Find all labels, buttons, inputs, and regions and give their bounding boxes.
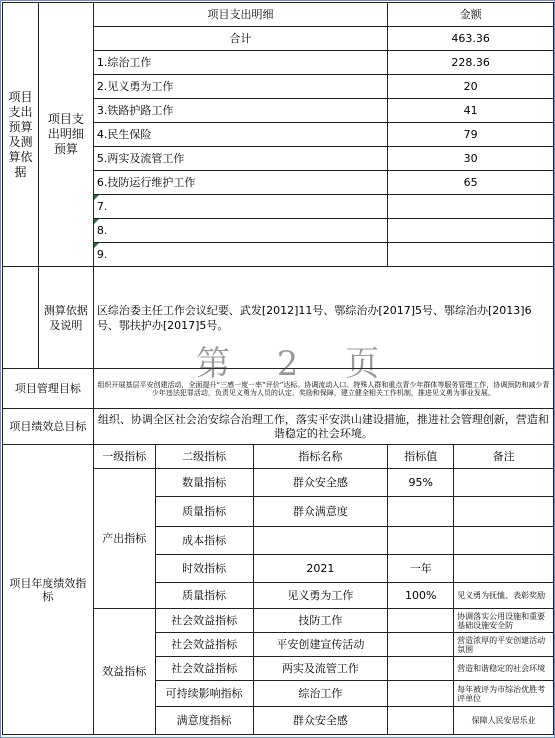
budget-row-value: 20 xyxy=(388,75,554,99)
perf-name: 群众安全感 xyxy=(253,469,388,497)
perf-header-level1: 一级指标 xyxy=(93,445,155,469)
budget-row-label: 9. xyxy=(93,243,387,267)
perf-level2: 社会效益指标 xyxy=(155,657,253,681)
basis-label: 测算依据及说明 xyxy=(38,267,93,369)
perf-name: 综治工作 xyxy=(253,681,388,707)
perf-value xyxy=(388,527,454,555)
perf-note: 营造和谐稳定的社会环境 xyxy=(454,657,554,681)
budget-row-value xyxy=(388,195,554,219)
output-indicator-label: 产出指标 xyxy=(93,469,155,609)
perf-note: 营造浓厚的平安创建活动氛围 xyxy=(454,633,554,657)
perf-name xyxy=(253,527,388,555)
budget-row-label: 6.技防运行维护工作 xyxy=(93,171,387,195)
detail-budget-label xyxy=(38,3,93,267)
perf-header-level2: 二级指标 xyxy=(155,445,253,469)
perf-value xyxy=(388,707,454,735)
perf-level2: 满意度指标 xyxy=(155,707,253,735)
performance-label: 项目年度绩效指标 xyxy=(3,445,94,735)
total-label: 合计 xyxy=(93,27,387,51)
budget-row-value xyxy=(388,219,554,243)
perf-level2: 可持续影响指标 xyxy=(155,681,253,707)
budget-section-label-text: 项目支出预算及测算依据 xyxy=(8,89,33,179)
perf-level2: 质量指标 xyxy=(155,497,253,527)
perf-header-value: 指标值 xyxy=(388,445,454,469)
perf-value: 一年 xyxy=(388,555,454,583)
management-text: 组织开展基层平安创建活动，全面提升“三感一度一率”评价”达标。协调流动人口、特殊人群和重点青少年群体等服务管理工作，协调预防和减少青少年违法犯罪活动，负责见义勇为人员的认定、奖励和保障，建立健全相关工作机制，推进见义勇为事业发展。 xyxy=(93,369,553,409)
budget-row-label: 2.见义勇为工作 xyxy=(93,75,387,99)
perf-level2: 社会效益指标 xyxy=(155,633,253,657)
detail-budget-label-text: 项目支出明细预算 xyxy=(47,112,84,156)
perf-note xyxy=(454,527,554,555)
perf-header-note: 备注 xyxy=(454,445,554,469)
perf-note: 见义勇为抚恤、表彰奖励 xyxy=(454,583,554,609)
benefit-indicator-label: 效益指标 xyxy=(93,609,155,735)
perf-level2: 成本指标 xyxy=(155,527,253,555)
perf-value: 100% xyxy=(388,583,454,609)
budget-row-label: 5.两实及流管工作 xyxy=(93,147,387,171)
perf-name: 两实及流管工作 xyxy=(253,657,388,681)
perf-note: 协调落实公用设施和重要基础设施安全防 xyxy=(454,609,554,633)
perf-level2: 社会效益指标 xyxy=(155,609,253,633)
budget-row-value: 30 xyxy=(388,147,554,171)
budget-row-value: 41 xyxy=(388,99,554,123)
perf-note: 保障人民安居乐业 xyxy=(454,707,554,735)
budget-row-value: 79 xyxy=(388,123,554,147)
total-value: 463.36 xyxy=(388,27,554,51)
perf-name: 平安创建宣传活动 xyxy=(253,633,388,657)
perf-level2: 数量指标 xyxy=(155,469,253,497)
perf-header-name: 指标名称 xyxy=(253,445,388,469)
budget-row-label: 3.铁路护路工作 xyxy=(93,99,387,123)
budget-row-value: 65 xyxy=(388,171,554,195)
basis-text: 区综治委主任工作会议纪要、武发[2012]11号、鄂综治办[2017]5号、鄂综治办[2013]6号、鄂扶护办[2017]5号。 xyxy=(93,267,553,369)
overall-goal-label: 项目绩效总目标 xyxy=(3,409,94,445)
perf-level2: 质量指标 xyxy=(155,583,253,609)
budget-row-value xyxy=(388,243,554,267)
budget-section-label xyxy=(3,3,39,267)
perf-name: 2021 xyxy=(253,555,388,583)
perf-name: 群众满意度 xyxy=(253,497,388,527)
perf-name: 见义勇为工作 xyxy=(253,583,388,609)
perf-level2: 时效指标 xyxy=(155,555,253,583)
perf-value xyxy=(388,633,454,657)
basis-left-blank xyxy=(3,267,39,369)
perf-value xyxy=(388,681,454,707)
header-item: 项目支出明细 xyxy=(93,3,387,27)
perf-note xyxy=(454,555,554,583)
perf-note xyxy=(454,497,554,527)
header-amount: 金额 xyxy=(388,3,554,27)
perf-note xyxy=(454,469,554,497)
budget-row-label: 1.综治工作 xyxy=(93,51,387,75)
management-label: 项目管理目标 xyxy=(3,369,94,409)
perf-value xyxy=(388,497,454,527)
perf-value xyxy=(388,657,454,681)
perf-value: 95% xyxy=(388,469,454,497)
budget-row-label: 4.民生保险 xyxy=(93,123,387,147)
budget-row-value: 228.36 xyxy=(388,51,554,75)
budget-row-label: 7. xyxy=(93,195,387,219)
perf-note: 每年被评为市综治优胜考评单位 xyxy=(454,681,554,707)
perf-value xyxy=(388,609,454,633)
overall-goal-text: 组织、协调全区社会治安综合治理工作，落实平安洪山建设措施，推进社会管理创新，营造和谐稳定的社会环境。 xyxy=(93,409,553,445)
page-number-watermark: 第 2 页 xyxy=(196,344,398,384)
budget-row-label: 8. xyxy=(93,219,387,243)
budget-table xyxy=(2,2,554,735)
perf-name: 群众安全感 xyxy=(253,707,388,735)
perf-name: 技防工作 xyxy=(253,609,388,633)
